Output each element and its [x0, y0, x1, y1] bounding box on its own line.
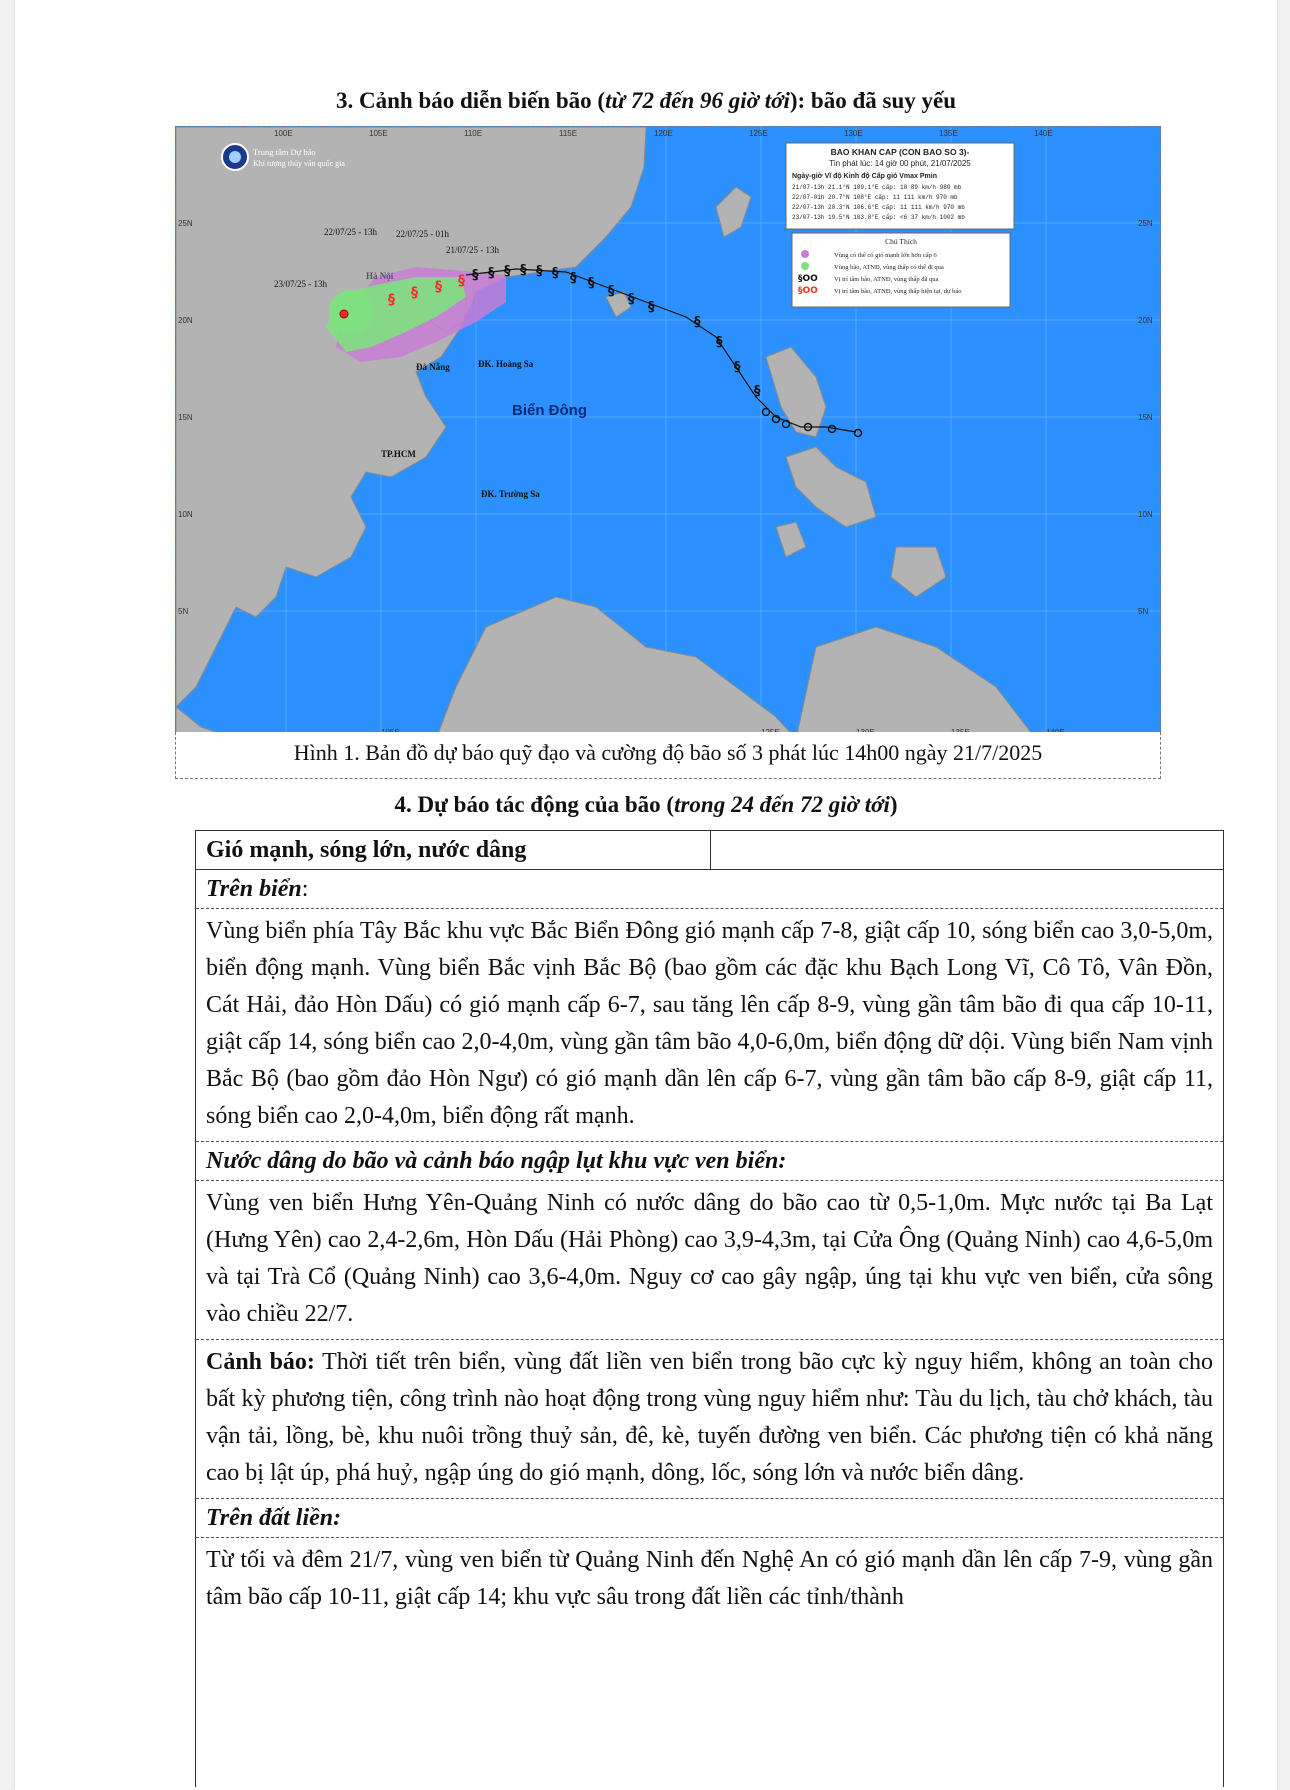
forecast-storm-icon: § — [411, 285, 418, 301]
track-label: 22/07/25 - 01h — [396, 229, 449, 239]
storm-position-icon: § — [504, 264, 511, 279]
bulletin-title: BAO KHAN CAP (CON BAO SO 3)- — [830, 147, 970, 157]
sea-name-label: Biển Đông — [512, 402, 587, 419]
track-label: 23/07/25 - 13h — [274, 279, 327, 289]
lon-label: 140E — [1034, 129, 1053, 138]
lon-label: 115E — [559, 129, 578, 138]
storm-position-icon: § — [472, 268, 479, 283]
land-subtitle: Trên đất liền: — [196, 1499, 1223, 1538]
lat-label: 5N — [1138, 607, 1149, 616]
lon-label: 125E — [749, 129, 768, 138]
place-label: ĐK. Hoàng Sa — [478, 359, 534, 369]
lat-label: 10N — [178, 510, 193, 519]
forecast-low-icon — [340, 310, 348, 318]
section-3-heading — [15, 86, 1277, 116]
lat-label: 20N — [1138, 316, 1153, 325]
lat-label: 10N — [1138, 510, 1153, 519]
legend-item: Vùng bão, ATNĐ, vùng thấp có thể đi qua — [834, 264, 944, 271]
bulletin-row: 23/07-13h 19.5°N 103.8°E cấp: <6 37 km/h 1002 mb — [792, 214, 965, 221]
impact-table — [195, 830, 1224, 1787]
figure-caption-box — [175, 732, 1161, 779]
lon-label: 120E — [654, 129, 673, 138]
lat-label: 20N — [178, 316, 193, 325]
agency-name-2: Khí tượng thủy văn quốc gia — [253, 159, 345, 168]
legend-title: Chú Thích — [885, 237, 917, 246]
forecast-storm-icon: § — [435, 279, 442, 295]
legend-item: Vị trí tâm bão, ATNĐ, vùng thấp đã qua — [834, 276, 939, 283]
lon-label: 135E — [939, 129, 958, 138]
legend-item: Vùng có thể có gió mạnh lớn hơn cấp 6 — [834, 252, 937, 259]
storm-position-icon: § — [488, 266, 495, 281]
bulletin-issued: Tin phát lúc: 14 giờ 00 phút, 21/07/2025 — [829, 159, 971, 168]
storm-cone-end — [329, 290, 373, 334]
bulletin-row: 22/07-13h 20.3°N 106.6°E cấp: 11 111 km/h 970 mb — [792, 204, 965, 211]
track-label: 22/07/25 - 13h — [324, 227, 377, 237]
warning-paragraph — [196, 1340, 1223, 1499]
storm-position-icon: § — [570, 271, 577, 286]
table-body — [196, 870, 1223, 1622]
lat-label: 25N — [1138, 219, 1153, 228]
table-header-row — [196, 831, 1223, 870]
storm-position-icon: § — [520, 263, 527, 278]
sea-subtitle — [196, 870, 1223, 909]
document-page — [15, 0, 1277, 1790]
warning-text: Thời tiết trên biển, vùng đất liền ven biển trong bão cực kỳ nguy hiểm, không an toàn cho bất kỳ phương tiện, công trình nào hoạt động trong vùng nguy hiểm như: Tàu du lịch, tàu chở khách, tàu vận tải, lồng, bè, khu nuôi trồng thuỷ sản, đê, kè, tuyến đường ven biển. Các phương tiện có khả năng cao bị lật úp, phá huỷ, ngập úng do gió mạnh, dông, lốc, sóng lớn và nước biển dâng. — [206, 1349, 1213, 1486]
lon-label: 130E — [844, 129, 863, 138]
section-3-title-italic: từ 72 đến 96 giờ tới — [605, 88, 790, 113]
lon-label: 110E — [464, 129, 483, 138]
lat-label: 5N — [178, 607, 189, 616]
storm-position-icon: § — [648, 300, 655, 315]
storm-position-icon: § — [734, 360, 741, 375]
map-legend — [792, 233, 1010, 307]
sea-subtitle-text: Trên biển — [206, 876, 302, 902]
lat-label: 15N — [178, 413, 193, 422]
track-label: 21/07/25 - 13h — [446, 245, 499, 255]
forecast-storm-icon: § — [388, 292, 395, 308]
storm-position-icon: § — [694, 315, 701, 330]
legend-item: Vị trí tâm bão, ATNĐ, vùng thấp hiện tại, dự báo — [834, 288, 962, 295]
section-3-title: 3. Cảnh báo diễn biến bão ( — [336, 88, 606, 113]
warning-label: Cảnh báo: — [206, 1349, 315, 1375]
figure-caption: Hình 1. Bản đồ dự báo quỹ đạo và cường độ bão số 3 phát lúc 14h00 ngày 21/7/2025 — [293, 740, 1043, 765]
land-paragraph: Từ tối và đêm 21/7, vùng ven biển từ Quảng Ninh đến Nghệ An có gió mạnh dần lên cấp 7-9, vùng gần tâm bão cấp 10-11, giật cấp 14; khu vực sâu trong đất liền các tỉnh/thành — [206, 1547, 1213, 1610]
storm-position-icon: § — [628, 292, 635, 307]
storm-position-icon: § — [754, 384, 761, 399]
wind-zone-swatch — [801, 250, 809, 258]
bulletin-row: 21/07-13h 21.1°N 109.1°E cấp: 10 89 km/h 980 mb — [792, 184, 962, 191]
storm-position-icon: § — [536, 264, 543, 279]
section-3-title-tail: ): bão đã suy yếu — [789, 88, 956, 113]
forecast-position-icon: §OO — [798, 286, 818, 296]
storm-position-icon: § — [608, 284, 615, 299]
section-4-title-italic: trong 24 đến 72 giờ tới — [674, 792, 890, 817]
storm-zone-swatch — [801, 262, 809, 270]
surge-paragraph: Vùng ven biển Hưng Yên-Quảng Ninh có nước dâng do bão cao từ 0,5-1,0m. Mực nước tại Ba Lạt (Hưng Yên) cao 2,4-2,6m, Hòn Dấu (Hải Phòng) cao 3,9-4,3m, tại Cửa Ông (Quảng Ninh) cao 4,6-5,0m và tại Trà Cổ (Quảng Ninh) cao 3,6-4,0m. Nguy cơ cao gây ngập, úng tại khu vực ven biển, cửa sông vào chiều 22/7. — [196, 1181, 1223, 1340]
bulletin-header: Ngày-giờ Vĩ độ Kinh độ Cấp gió Vmax Pmin — [792, 173, 937, 180]
table-header-cell: Gió mạnh, sóng lớn, nước dâng — [196, 831, 711, 869]
surge-subtitle: Nước dâng do bão và cảnh báo ngập lụt khu vực ven biển: — [196, 1142, 1223, 1181]
bulletin-row: 22/07-01h 20.7°N 108°E cấp: 11 111 km/h 970 mb — [792, 194, 958, 201]
lon-label: 100E — [274, 129, 293, 138]
place-label: ĐK. Trường Sa — [481, 489, 540, 499]
section-4-title: 4. Dự báo tác động của bão ( — [394, 792, 675, 817]
storm-position-icon: § — [552, 266, 559, 281]
section-4-title-tail: ) — [889, 792, 898, 817]
place-label: Đà Nẵng — [416, 362, 450, 372]
agency-name-1: Trung tâm Dự báo — [253, 147, 316, 157]
section-4-heading — [15, 790, 1277, 820]
forecast-storm-icon: § — [458, 273, 465, 289]
lon-label: 105E — [369, 129, 388, 138]
storm-position-icon: § — [588, 276, 595, 291]
sea-subtitle-colon: : — [301, 876, 309, 902]
place-label: Hà Nội — [366, 271, 394, 281]
bulletin-info-box — [786, 143, 1014, 229]
lat-label: 15N — [1138, 413, 1153, 422]
sea-paragraph: Vùng biển phía Tây Bắc khu vực Bắc Biển Đông gió mạnh cấp 7-8, giật cấp 10, sóng biển cao 3,0-5,0m, biển động mạnh. Vùng biển Bắc vịnh Bắc Bộ (bao gồm các đặc khu Bạch Long Vĩ, Cô Tô, Vân Đồn, Cát Hải, đảo Hòn Dấu) có gió mạnh cấp 6-7, sau tăng lên cấp 8-9, vùng gần tâm bão đi qua cấp 10-11, giật cấp 14, sóng biển cao 2,0-4,0m, vùng gần tâm bão 4,0-6,0m, biển động dữ dội. Vùng biển Nam vịnh Bắc Bộ (bao gồm đảo Hòn Ngư) có gió mạnh dần lên cấp 6-7, vùng gần tâm bão cấp 8-9, giật cấp 11, sóng biển cao 2,0-4,0m, biển động rất mạnh. — [196, 909, 1223, 1142]
storm-track-map — [175, 126, 1161, 739]
past-position-icon: §OO — [798, 274, 818, 284]
place-label: TP.HCM — [381, 449, 416, 459]
lat-label: 25N — [178, 219, 193, 228]
storm-position-icon: § — [716, 335, 723, 350]
